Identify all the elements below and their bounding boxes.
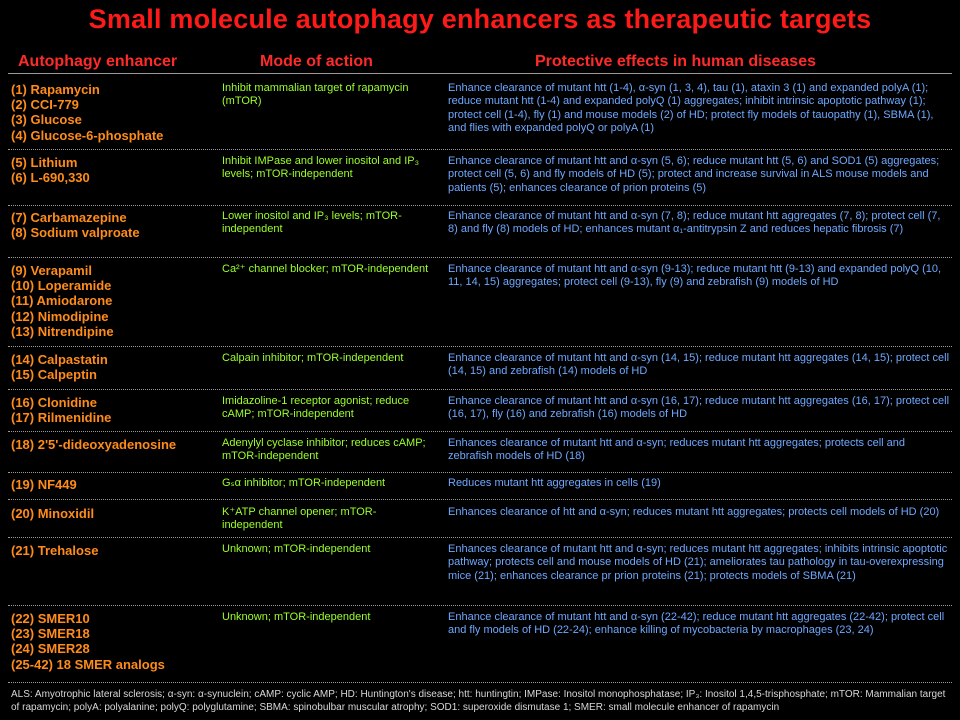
header-autophagy-enhancer: Autophagy enhancer: [18, 53, 178, 70]
enhancer-name: (3) Glucose: [11, 112, 82, 128]
protective-effects-cell: Enhance clearance of mutant htt and α-syn (7, 8); reduce mutant htt aggregates (7, 8); protect cell (7, 8) and fly (8) models of HD; enhances mutant α₁-antitrypsin Z and reduces hepatic fibrosis (7): [448, 210, 941, 236]
protective-effects-cell: Enhance clearance of mutant htt and α-syn (5, 6); reduce mutant htt (5, 6) and SOD1 (5) aggregates; protect cell (5, 6) and fly models of HD (5); protect and increase survival in ALS mouse models and patients (5); enhances clearance of prion proteins (5): [448, 155, 940, 194]
row-divider: [8, 257, 952, 258]
mode-of-action-cell: Inhibit mammalian target of rapamycin (mTOR): [222, 82, 409, 108]
slide-title: Small molecule autophagy enhancers as therapeutic targets: [88, 4, 872, 34]
protective-effects-cell: Enhance clearance of mutant htt and α-syn (22-42); reduce mutant htt aggregates (22-42); protect cell and fly models of HD (22-24); enhance killing of mycobacteria by macrophages (23, 24): [448, 611, 945, 637]
row-divider: [8, 205, 952, 206]
mode-of-action-cell: Gₛα inhibitor; mTOR-independent: [222, 477, 386, 489]
enhancer-name: (20) Minoxidil: [11, 506, 95, 521]
enhancer-cell: [11, 263, 219, 339]
enhancer-name: (15) Calpeptin: [11, 367, 97, 383]
protective-effects-cell: Reduces mutant htt aggregates in cells (19): [448, 477, 661, 489]
enhancer-cell: [11, 352, 219, 382]
mode-of-action-cell: Inhibit IMPase and lower inositol and IP₃ levels; mTOR-independent: [222, 155, 420, 181]
row-divider: [8, 682, 952, 683]
mode-of-action-cell: Calpain inhibitor; mTOR-independent: [222, 352, 404, 364]
enhancer-name: (12) Nimodipine: [11, 308, 109, 324]
protective-effects-cell: Enhances clearance of htt and α-syn; reduces mutant htt aggregates; protects cell models of HD (20): [448, 506, 940, 518]
enhancer-name: (9) Verapamil: [11, 263, 92, 278]
enhancer-cell: [11, 82, 219, 143]
enhancer-name: (7) Carbamazepine: [11, 210, 127, 225]
header-mode-of-action: Mode of action: [260, 53, 373, 70]
enhancer-name: (5) Lithium: [11, 155, 78, 170]
enhancer-cell: [11, 155, 219, 185]
enhancer-name: (17) Rilmenidine: [11, 410, 112, 426]
protective-effects-cell: Enhance clearance of mutant htt and α-syn (14, 15); reduce mutant htt aggregates (14, 15); protect cell (14, 15) and zebrafish (14) models of HD: [448, 352, 950, 378]
enhancer-name: (11) Amiodarone: [11, 293, 113, 309]
row-divider: [8, 472, 952, 473]
row-divider: [8, 605, 952, 606]
enhancer-name: (21) Trehalose: [11, 543, 99, 558]
row-divider: [8, 431, 952, 432]
protective-effects-cell: Enhance clearance of mutant htt and α-syn (16, 17); reduce mutant htt aggregates (16, 17); protect cell (16, 17), fly (16) and zebrafish (16) models of HD: [448, 395, 950, 421]
enhancer-cell: [11, 210, 219, 240]
enhancer-name: (14) Calpastatin: [11, 352, 108, 367]
row-divider: [8, 499, 952, 500]
enhancer-name: (19) NF449: [11, 477, 77, 492]
enhancer-cell: [11, 477, 219, 492]
enhancer-cell: [11, 543, 219, 558]
enhancer-name: (8) Sodium valproate: [11, 225, 140, 241]
header-divider: [8, 73, 952, 74]
enhancer-name: (24) SMER28: [11, 641, 90, 657]
enhancer-name: (1) Rapamycin: [11, 82, 100, 97]
row-divider: [8, 149, 952, 150]
mode-of-action-cell: Ca²⁺ channel blocker; mTOR-independent: [222, 263, 429, 275]
protective-effects-cell: Enhance clearance of mutant htt (1-4), α-syn (1, 3, 4), tau (1), ataxin 3 (1) and expanded polyA (1); reduce mutant htt (1-4) and expanded polyQ (1) aggregates; inhibit intrinsic apoptotic pathway (1); protect cell (1-4), fly (1) and mouse models (2) of HD; protect fly models of tauopathy (1), SBMA (1), and flies with expanded polyQ or polyA (1): [448, 82, 934, 135]
row-divider: [8, 537, 952, 538]
enhancer-name: (18) 2'5'-dideoxyadenosine: [11, 437, 177, 452]
row-divider: [8, 346, 952, 347]
enhancer-name: (16) Clonidine: [11, 395, 97, 410]
mode-of-action-cell: Unknown; mTOR-independent: [222, 543, 371, 555]
enhancer-cell: [11, 506, 219, 521]
enhancer-name: (6) L-690,330: [11, 170, 90, 186]
enhancer-cell: [11, 437, 219, 452]
header-protective-effects: Protective effects in human diseases: [535, 53, 816, 70]
protective-effects-cell: Enhance clearance of mutant htt and α-syn (9-13); reduce mutant htt (9-13) and expanded polyQ (10, 11, 14, 15) aggregates; protect cell (9-13), fly (9) and zebrafish (9) models of HD: [448, 263, 942, 289]
enhancer-name: (10) Loperamide: [11, 278, 112, 294]
mode-of-action-cell: Unknown; mTOR-independent: [222, 611, 371, 623]
enhancer-name: (23) SMER18: [11, 626, 90, 642]
mode-of-action-cell: Lower inositol and IP₃ levels; mTOR-independent: [222, 210, 402, 236]
mode-of-action-cell: Adenylyl cyclase inhibitor; reduces cAMP; mTOR-independent: [222, 437, 426, 463]
mode-of-action-cell: K⁺ATP channel opener; mTOR-independent: [222, 506, 377, 532]
mode-of-action-cell: Imidazoline-1 receptor agonist; reduce cAMP; mTOR-independent: [222, 395, 410, 421]
enhancer-name: (4) Glucose-6-phosphate: [11, 127, 164, 143]
enhancer-name: (2) CCI-779: [11, 97, 79, 113]
enhancer-cell: [11, 395, 219, 425]
enhancer-name: (13) Nitrendipine: [11, 323, 114, 339]
abbreviations-footnote: ALS: Amyotrophic lateral sclerosis; α-syn: α-synuclein; cAMP: cyclic AMP; HD: Huntington's disease; htt: huntingtin; IMPase: Inositol monophosphatase; IP₃: Inositol 1,4,5-trisphosphate; mTOR: Mammalian target of rapamycin; polyA: polyalanine; polyQ: polyglutamine; SBMA: spinobulbar muscular atrophy; SOD1: superoxide dismutase 1; SMER: small molecule enhancer of rapamycin: [11, 689, 946, 713]
enhancer-cell: [11, 611, 219, 672]
protective-effects-cell: Enhances clearance of mutant htt and α-syn; reduces mutant htt aggregates; inhibits intrinsic apoptotic pathway; protects cell and mouse models of HD (21); ameliorates tau pathology in tau-overexpressing mice (21); enhances clearance pr prion proteins (21); protects models of SBMA (21): [448, 543, 948, 582]
enhancer-name: (22) SMER10: [11, 611, 90, 626]
row-divider: [8, 389, 952, 390]
protective-effects-cell: Enhances clearance of mutant htt and α-syn; reduces mutant htt aggregates; protects cell and zebrafish models of HD (18): [448, 437, 906, 463]
enhancer-name: (25-42) 18 SMER analogs: [11, 656, 165, 672]
